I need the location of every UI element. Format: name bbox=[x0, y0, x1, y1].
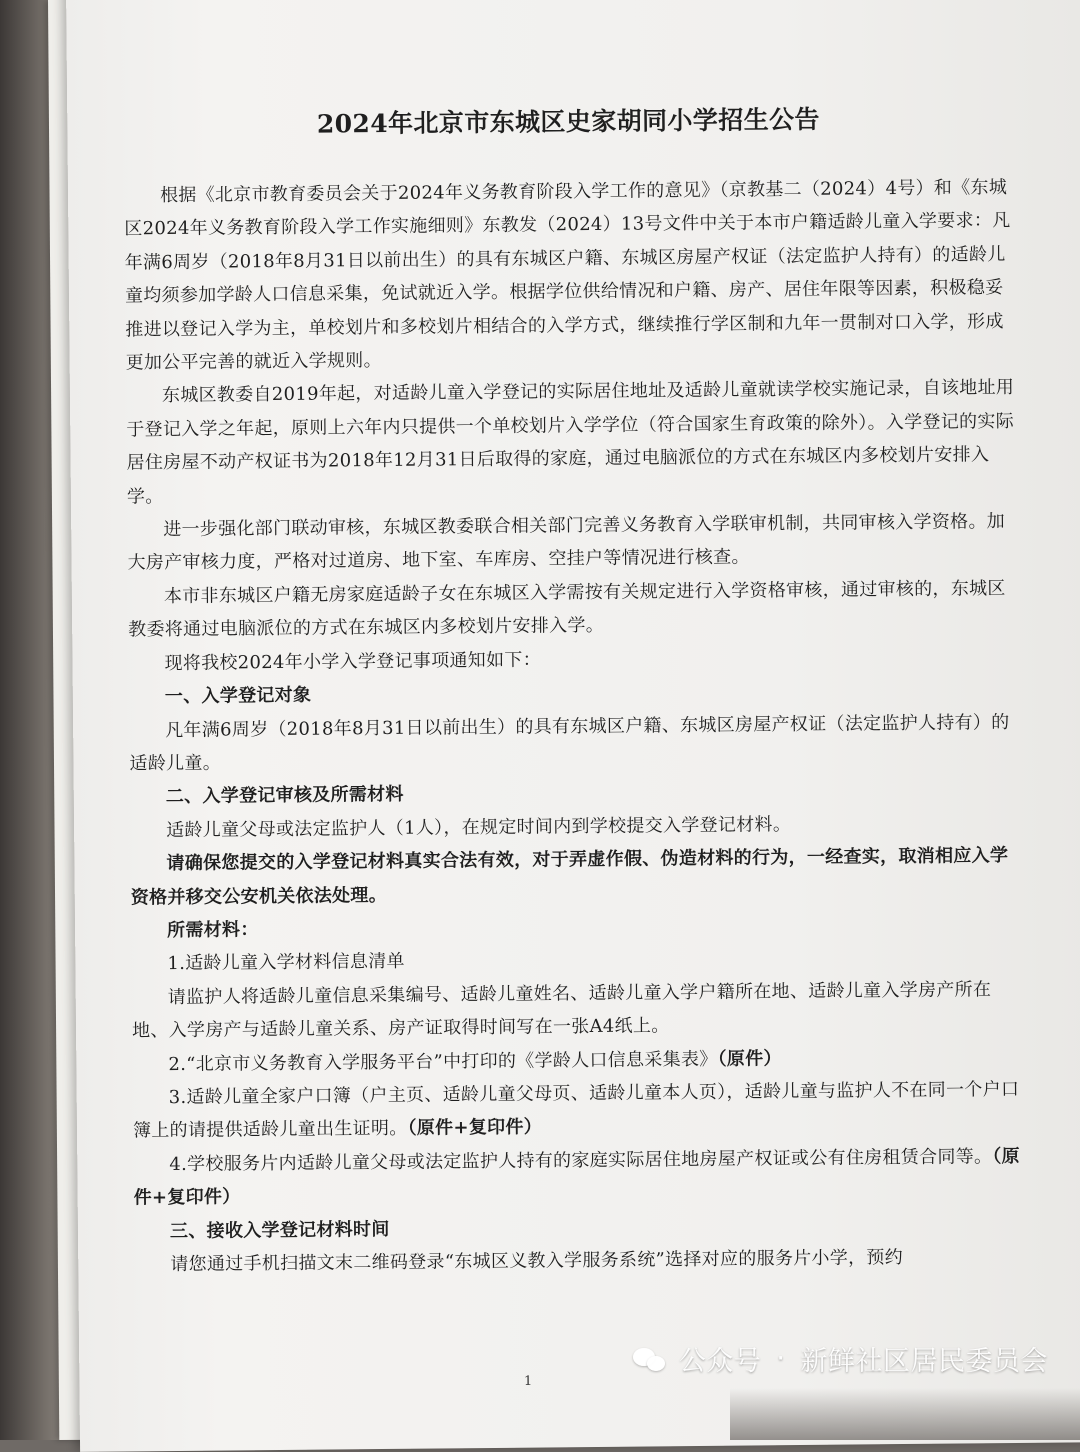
wechat-watermark bbox=[633, 1339, 1048, 1378]
intro-paragraph-4: 本市非东城区户籍无房家庭适龄子女在东城区入学需按有关规定进行入学资格审核，通过审核的，东城区教委将通过电脑派位的方式在东城区内多校划片安排入学。 bbox=[128, 572, 1019, 647]
section-1-heading: 一、入学登记对象 bbox=[129, 672, 1019, 714]
intro-paragraph-1: 根据《北京市教育委员会关于2024年义务教育阶段入学工作的意见》（京教基二（2024）4号）和《东城区2024年义务教育阶段入学工作实施细则》东教发（2024）13号文件中关于本市户籍适龄儿童入学要求：凡年满6周岁（2018年8月31日以前出生）的具有东城区户籍、东城区房屋产权证（法定监护人持有）的适龄儿童均须参加学龄人口信息采集，免试就近入学。根据学位供给情况和户籍、房产、居住年限等因素，积极稳妥推进以登记入学为主，单校划片和多校划片相结合的入学方式，继续推行学区制和九年一贯制对口入学，形成更加公平完善的就近入学规则。 bbox=[124, 171, 1016, 380]
intro-paragraph-3: 进一步强化部门联动审核，东城区教委联合相关部门完善义务教育入学联审机制，共同审核入学资格。加大房产审核力度，严格对过道房、地下室、车库房、空挂户等情况进行核查。 bbox=[127, 505, 1018, 580]
section-3-text: 请您通过手机扫描文末二维码登录“东城区义教入学服务系统”选择对应的服务片小学，预约 bbox=[134, 1240, 1024, 1282]
wechat-icon bbox=[633, 1345, 667, 1373]
notice-content bbox=[123, 101, 1024, 1282]
material-item-3 bbox=[133, 1073, 1024, 1148]
section-2-heading: 二、入学登记审核及所需材料 bbox=[130, 772, 1020, 814]
intro-paragraph-5: 现将我校2024年小学入学登记事项通知如下： bbox=[128, 639, 1018, 681]
watermark-label: 公众号 bbox=[679, 1339, 762, 1378]
section-1-text: 凡年满6周岁（2018年8月31日以前出生）的具有东城区户籍、东城区房屋产权证（法定监护人持有）的适龄儿童。 bbox=[129, 705, 1020, 780]
section-3-heading: 三、接收入学登记材料时间 bbox=[134, 1206, 1024, 1248]
watermark-account: 新鲜社区居民委员会 bbox=[801, 1339, 1049, 1378]
watermark-separator: · bbox=[776, 1343, 785, 1374]
material-item-2-mark: （原件） bbox=[717, 1048, 781, 1070]
page-number: 1 bbox=[524, 1374, 532, 1389]
section-2-warning: 请确保您提交的入学登记材料真实合法有效，对于弄虚作假、伪造材料的行为，一经查实，取消相应入学资格并移交公安机关依法处理。 bbox=[130, 839, 1021, 914]
material-item-1-text: 请监护人将适龄儿童信息采集编号、适龄儿童姓名、适龄儿童入学户籍所在地、适龄儿童入学房产所在地、入学房产与适龄儿童关系、房产证取得时间写在一张A4纸上。 bbox=[132, 973, 1023, 1048]
material-item-2-text: 2.“北京市义务教育入学服务平台”中打印的《学龄人口信息采集表》 bbox=[168, 1048, 717, 1074]
intro-paragraph-2: 东城区教委自2019年起，对适龄儿童入学登记的实际居住地址及适龄儿童就读学校实施记录，自该地址用于登记入学之年起，原则上六年内只提供一个单校划片入学学位（符合国家生育政策的除外）。入学登记的实际居住房屋不动产权证书为2018年12月31日后取得的家庭，通过电脑派位的方式在东城区内多校划片安排入学。 bbox=[126, 371, 1017, 513]
notice-title: 2024年北京市东城区史家胡同小学招生公告 bbox=[123, 101, 1013, 144]
bottom-corner-shadow bbox=[730, 1388, 1080, 1440]
section-2-text: 适龄儿童父母或法定监护人（1人），在规定时间内到学校提交入学登记材料。 bbox=[130, 806, 1020, 848]
material-item-3-text: 3.适龄儿童全家户口簿（户主页、适龄儿童父母页、适龄儿童本人页），适龄儿童与监护人不在同一个户口簿上的请提供适龄儿童出生证明。 bbox=[133, 1079, 1019, 1142]
material-item-4-text: 4.学校服务片内适龄儿童父母或法定监护人持有的家庭实际居住地房屋产权证或公有住房租赁合同等。 bbox=[169, 1146, 992, 1175]
material-item-4 bbox=[133, 1140, 1024, 1215]
material-item-1-title: 1.适龄儿童入学材料信息清单 bbox=[131, 939, 1021, 981]
notice-paper bbox=[66, 0, 1080, 1452]
material-item-3-mark: （原件+复印件） bbox=[407, 1117, 542, 1139]
materials-heading: 所需材料： bbox=[131, 906, 1021, 948]
material-item-4-mark: （原件+复印件） bbox=[134, 1146, 1020, 1209]
